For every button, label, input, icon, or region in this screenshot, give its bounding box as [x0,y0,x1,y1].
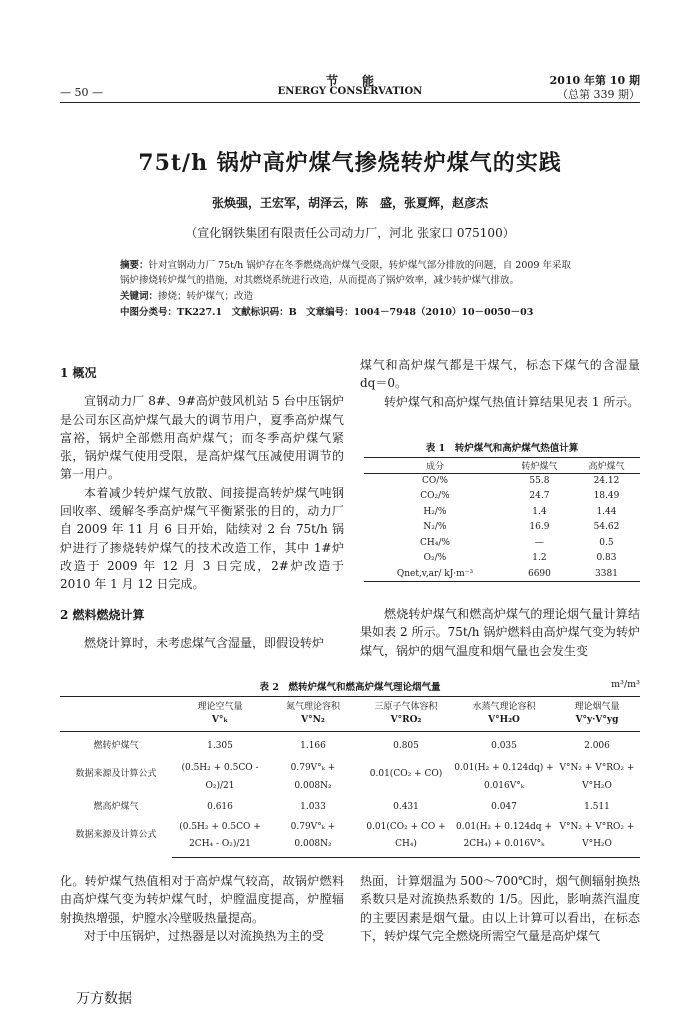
table-symbol: V°ₖ [172,714,268,732]
table-cell: CH₄/% [419,537,450,548]
table-cell: 1.033 [300,801,326,812]
table-cell: 0.01(H₂ + 0.124dq + [456,821,552,832]
table-cell: 18.49 [593,491,620,502]
table-cell: V°N₂ + V°RO₂ + [559,821,635,832]
table-cell: 0.016V°ₖ [483,780,525,791]
abstract-label: 摘要： [120,260,149,271]
table-cell: 1.305 [207,741,233,752]
table-cell: 1.4 [532,506,547,517]
table-cell: 0.01(H₂ + 0.124dq) + [454,762,554,773]
table-header: 水蒸气理论容积 [454,697,554,715]
row-label: 燃高炉煤气 [93,801,139,812]
table-cell: 0.01(CO₂ + CO) [369,768,443,779]
table-cell: 0.79V°ₖ + [290,821,336,832]
table-cell: (0.5H₂ + 0.5CO - [181,762,259,773]
table-cell: 0.035 [491,741,517,752]
table-cell: V°H₂O [582,780,612,791]
classification-line: 中图分类号：TK227.1 文献标识码：B 文章编号：1004－7948（2010）10－0050－03 [120,307,534,318]
bottom-right-column [360,872,640,945]
table-cell: 0.5 [599,537,614,548]
table1-caption: 表 1 转炉煤气和高炉煤气热值计算 [425,443,579,454]
keywords-label: 关键词： [120,291,159,302]
table-row [364,489,640,505]
table-cell: 0.008N₂ [268,834,358,858]
table-cell: 54.62 [593,522,620,533]
table-cell: 1.2 [532,553,547,564]
watermark: 万方数据 [76,991,132,1007]
table-cell: 16.9 [529,522,550,533]
table-cell: (0.5H₂ + 0.5CO + [179,821,261,832]
paragraph: 燃烧转炉煤气和燃高炉煤气的理论烟气量计算结果如表 2 所示。75t/h 锅炉燃料由高炉煤气变为转炉煤气，锅炉的烟气温度和烟气量也会发生变 [360,607,640,658]
table-cell: 2.006 [584,741,610,752]
table-header: 转炉煤气 [506,458,573,474]
table-cell: V°H₂O [554,834,640,858]
table-header: 高炉煤气 [573,458,640,474]
section-heading-1: 1 概况 [60,366,97,380]
table-cell: 0.008N₂ [294,780,332,791]
table-cell: 6690 [506,566,573,582]
table-row [60,793,640,814]
table-row [60,732,640,756]
table-1 [364,457,640,582]
paragraph: 燃烧计算时，未考虑煤气含湿量，即假设转炉 [84,635,325,650]
table-header-blank [60,714,172,732]
page-number: — 50 — [60,86,103,99]
paragraph: 煤气和高炉煤气都是干煤气，标态下煤气的含湿量 dq＝0。 [360,358,640,391]
table-symbol-row [60,714,640,732]
table-cell: 0.616 [207,801,233,812]
table-cell: — [534,537,544,548]
table-cell: CO₂/% [420,491,450,502]
table-header-row [364,458,640,474]
table-header: 理论烟气量 [554,697,640,715]
table-cell: 2CH₄) + 0.016V°ₖ [454,834,554,858]
section-heading-2: 2 燃料燃烧计算 [60,607,145,622]
bottom-left-column [60,872,344,945]
right-column-lower [360,605,640,660]
paragraph: 转炉煤气和高炉煤气热值计算结果见表 1 所示。 [384,394,640,409]
table-header: 氮气理论容积 [268,697,358,715]
table-cell: O₂)/21 [205,780,235,791]
issue-total: （总第 339 期） [557,88,640,101]
table-symbol: V°N₂ [268,714,358,732]
table-row [60,814,640,834]
table-cell: 0.805 [393,741,419,752]
table-cell: 2CH₄ - O₂)/21 [172,834,268,858]
table-row [364,551,640,567]
table-row [364,473,640,489]
table-cell: 24.7 [529,491,550,502]
table-header: 理论空气量 [172,697,268,715]
table-cell: 1.166 [300,741,326,752]
table2-caption: 表 2 燃转炉煤气和燃高炉煤气理论烟气量 [259,682,441,693]
table-2 [60,696,640,858]
table-cell: 24.12 [593,476,620,486]
table-cell: V°N₂ + V°RO₂ + [559,762,635,773]
table-cell: 1.44 [596,506,617,517]
abstract-text: 针对宣钢动力厂 75t/h 锅炉存在冬季燃烧高炉煤气受限，转炉煤气部分排放的问题，自 2009 年采取锅炉掺烧转炉煤气的措施，对其燃烧系统进行改造，从而提高了锅炉效率，减少转炉煤气排放。 [120,260,571,286]
table-cell: 0.047 [491,801,517,812]
left-column [60,356,344,652]
article-title: 75t/h 锅炉高炉煤气掺烧转炉煤气的实践 [138,150,562,176]
paragraph: 对于中压锅炉，过热器是以对流换热为主的受 [84,928,325,943]
table-symbol: V°RO₂ [358,714,454,732]
table-cell: 0.83 [596,553,617,564]
table-row [364,535,640,551]
table2-unit: m³/m³ [611,679,640,690]
table-cell: H₂/% [423,506,447,517]
table-cell: 3381 [573,566,640,582]
row-label: 数据来源及计算公式 [75,829,157,840]
table-cell: CO/% [422,476,448,486]
affiliation: （宣化钢铁集团有限责任公司动力厂，河北 张家口 075100） [185,226,515,240]
table-row [364,504,640,520]
row-label: 数据来源及计算公式 [75,768,157,779]
table-header-row [60,697,640,715]
keywords-text: 掺烧；转炉煤气；改造 [158,291,254,302]
keywords [120,289,580,304]
paragraph: 化。转炉煤气热值相对于高炉煤气较高，故锅炉燃料由高炉煤气变为转炉煤气时，炉膛温度提高，炉膛辐射换热增强，炉膛水冷壁吸热量提高。 [60,874,344,925]
right-column [360,356,640,411]
table-cell: 0.01(CO₂ + CO + [366,821,446,832]
table-header: 成分 [364,458,506,474]
paragraph: 热面，计算烟温为 500～700℃时，烟气侧辐射换热系数只是对流换热系数的 1/5。因此，影响蒸汽温度的主要因素是烟气量。由以上计算可以看出，在标态下，转炉煤气完全燃烧所需空气量是高炉煤气 [360,874,640,943]
table-symbol: V°y·V°yg [554,714,640,732]
table-cell: Qnet,v,ar/ kJ·m⁻³ [364,566,506,582]
table-cell: N₂/% [423,522,447,533]
table-cell: CH₄) [358,834,454,858]
table-row [364,566,640,582]
table-cell: 1.511 [584,801,610,812]
author-list: 张焕强，王宏军，胡泽云，陈 盛，张夏辉，赵彦杰 [211,196,488,210]
table-row [60,756,640,775]
header-rule [60,102,640,103]
table-cell: 0.79V°ₖ + [290,762,336,773]
journal-name-en: ENERGY CONSERVATION [277,86,423,97]
table-header: 三原子气体容积 [358,697,454,715]
table-row [364,520,640,536]
table-cell: O₂/% [423,553,447,564]
table-cell: 55.8 [529,476,550,486]
issue-number: 2010 年第 10 期 [549,74,640,87]
paragraph: 本着减少转炉煤气放散、间接提高转炉煤气吨钢回收率、缓解冬季高炉煤气平衡紧张的目的，动力厂自 2009 年 11 月 6 日开始，陆续对 2 台 75t/h 锅炉进行了掺烧转炉煤气的技术改造工作，其中 1#炉改造于 2009 年 12 月 3 日完成，2#炉改造于 2010 年 1 月 12 日完成。 [60,485,344,592]
row-label: 燃转炉煤气 [93,741,139,752]
paragraph: 宣钢动力厂 8#、9#高炉鼓风机站 5 台中压锅炉是公司东区高炉煤气最大的调节用户，夏季高炉煤气富裕，锅炉全部燃用高炉煤气；而冬季高炉煤气紧张，锅炉煤气使用受限，是高炉煤气压减使用调节的第一用户。 [60,394,344,482]
abstract [120,258,580,288]
table-cell: 0.431 [393,801,419,812]
table-header-blank [60,697,172,715]
table-symbol: V°H₂O [454,714,554,732]
journal-name-cn: 节 能 [325,74,374,88]
